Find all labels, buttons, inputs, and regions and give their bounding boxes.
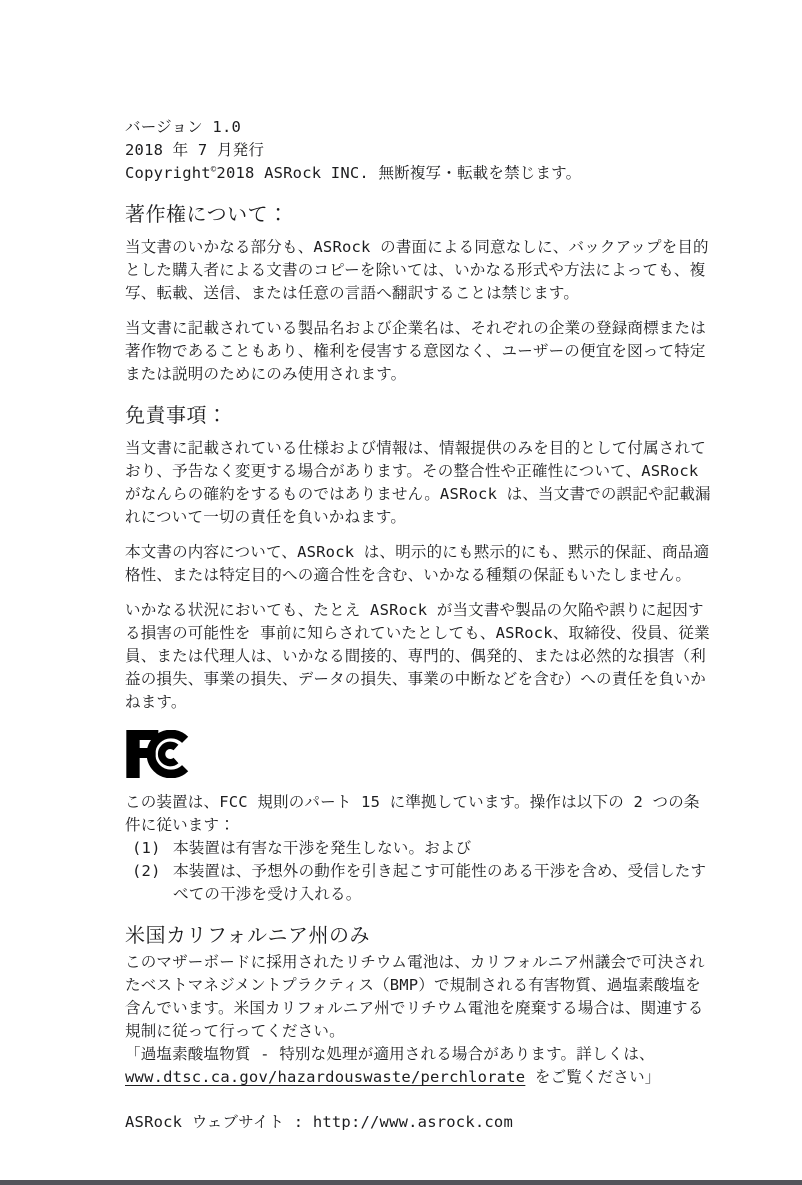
- perchlorate-notice-prefix: 「過塩素酸塩物質 - 特別な処理が適用される場合があります。詳しくは、: [125, 1045, 655, 1063]
- fcc-logo-icon: [125, 730, 715, 778]
- disclaimer-section-heading: 免責事項：: [125, 403, 228, 427]
- california-section-heading: 米国カリフォルニア州のみ: [125, 923, 370, 947]
- website-line: [125, 1111, 715, 1134]
- fcc-condition-2-text: 本装置は、予想外の動作を引き起こす可能性のある干渉を含め、受信したすべての干渉を受け入れる。: [173, 862, 707, 903]
- dtsc-perchlorate-link[interactable]: www.dtsc.ca.gov/hazardouswaste/perchlorate: [125, 1068, 526, 1086]
- copyright-paragraph-1: 当文書のいかなる部分も、ASRock の書面による同意なしに、バックアップを目的とした購入者による文書のコピーを除いては、いかなる形式や方法によっても、複写、転載、送信、または任意の言語へ翻訳することは禁じます。: [125, 238, 709, 302]
- fcc-condition-2-number: (2): [132, 862, 161, 880]
- copyright-symbol: ©: [210, 164, 217, 175]
- page-bottom-bar: [0, 1180, 802, 1185]
- copyright-line: [125, 162, 715, 185]
- california-paragraph: このマザーボードに採用されたリチウム電池は、カリフォルニア州議会で可決されたベストマネジメントプラクティス（BMP）で規制される有害物質、過塩素酸塩を含んでいます。米国カリフォルニア州でリチウム電池を廃棄する場合は、関連する規制に従って行ってください。: [125, 953, 705, 1040]
- fcc-condition-2: [125, 860, 715, 906]
- fcc-condition-1-text: 本装置は有害な干渉を発生しない。および: [173, 839, 472, 857]
- copyright-word: Copyright: [125, 164, 211, 182]
- website-label: ASRock ウェブサイト :: [125, 1113, 313, 1131]
- page-content: [125, 116, 715, 1134]
- fcc-intro: この装置は、FCC 規則のパート 15 に準拠しています。操作は以下の 2 つの条件に従います：: [125, 793, 700, 834]
- perchlorate-notice: [125, 1043, 715, 1089]
- fcc-condition-1: [125, 837, 715, 860]
- issue-date-line: 2018 年 7 月発行: [125, 141, 265, 159]
- disclaimer-paragraph-1: 当文書に記載されている仕様および情報は、情報提供のみを目的として付属されており、予告なく変更する場合があります。その整合性や正確性について、ASRock がなんらの確約をするものではありません。ASRock は、当文書での誤記や記載漏れについて一切の責任を負いかねます。: [125, 439, 711, 526]
- version-line: バージョン 1.0: [125, 118, 242, 136]
- fcc-condition-1-number: (1): [132, 839, 161, 857]
- copyright-section-heading: 著作権について：: [125, 202, 289, 226]
- fcc-conditions-list: [125, 837, 715, 906]
- copyright-paragraph-2: 当文書に記載されている製品名および企業名は、それぞれの企業の登録商標または著作物であることもあり、権利を侵害する意図なく、ユーザーの便宜を図って特定または説明のためにのみ使用されます。: [125, 319, 706, 383]
- disclaimer-paragraph-2: 本文書の内容について、ASRock は、明示的にも黙示的にも、黙示的保証、商品適格性、または特定目的への適合性を含む、いかなる種類の保証もいたしません。: [125, 543, 710, 584]
- copyright-rest: 2018 ASRock INC. 無断複写・転載を禁じます。: [216, 164, 582, 182]
- asrock-website-url: http://www.asrock.com: [312, 1113, 513, 1131]
- disclaimer-paragraph-3: いかなる状況においても、たとえ ASRock が当文書や製品の欠陥や誤りに起因する損害の可能性を 事前に知らされていたとしても、ASRock、取締役、役員、従業員、または代理人は、いかなる間接的、専門的、偶発的、または必然的な損害（利益の損失、事業の損失、データの損失、事業の中断などを含む）への責任を負いかねます。: [125, 601, 710, 711]
- perchlorate-notice-suffix: をご覧ください」: [525, 1068, 661, 1086]
